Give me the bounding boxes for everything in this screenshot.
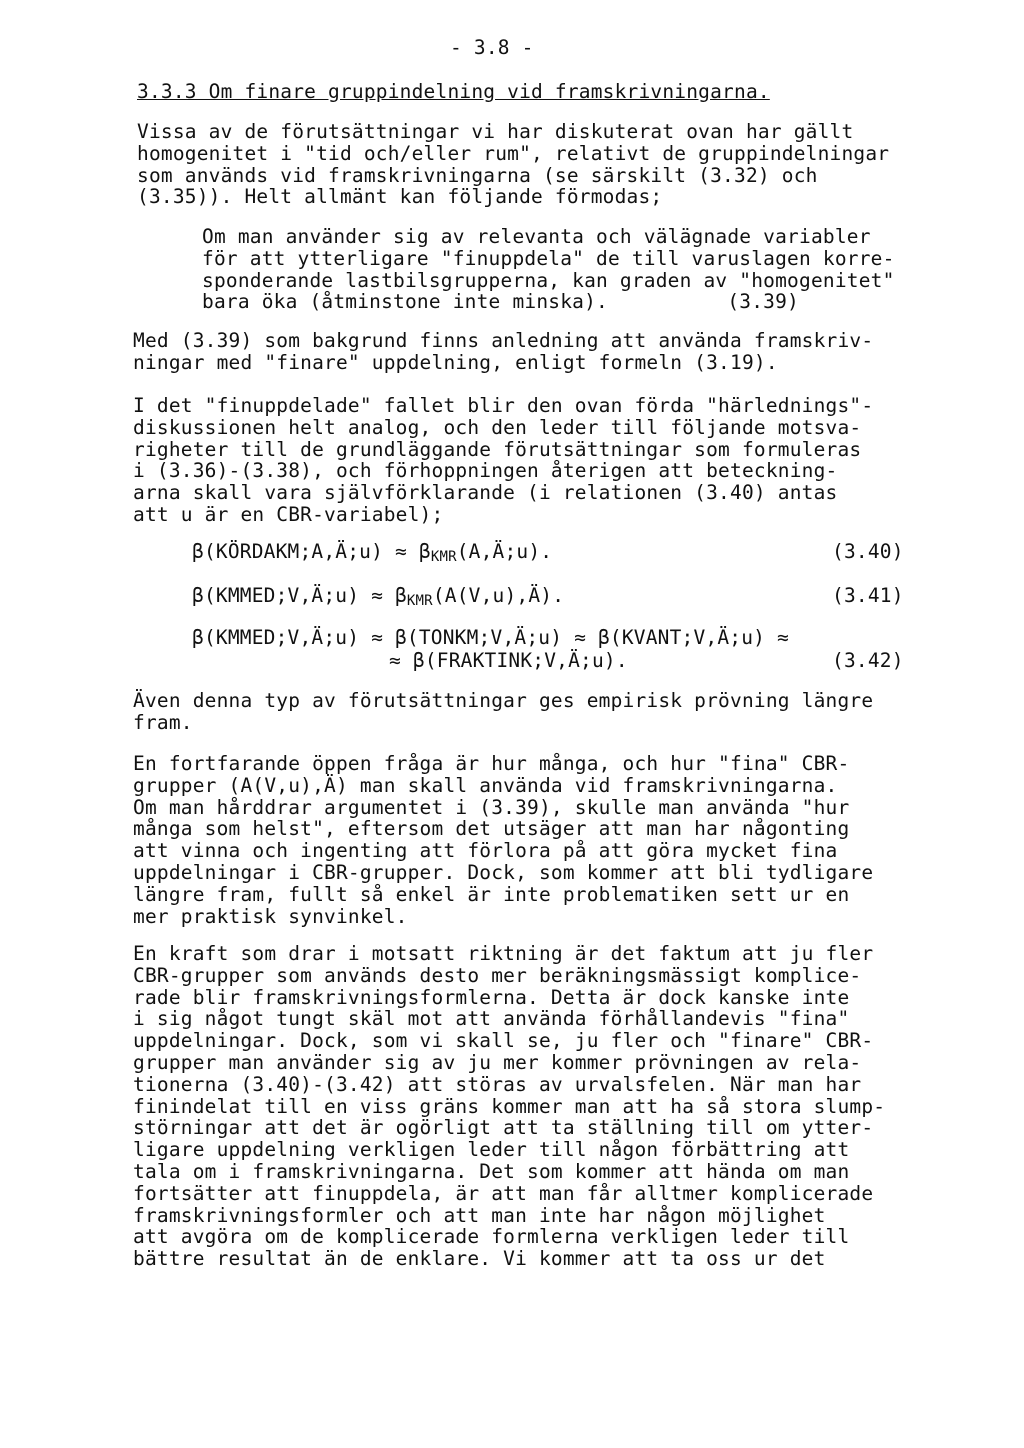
paragraph-background [133,330,873,374]
text-line: Om man hårddrar argumentet i (3.39), skulle man använda "hur [133,795,850,819]
text-line: I det "finuppdelade" fallet blir den ovan förda "härlednings"- [133,394,874,417]
text-line: att u är en CBR-variabel); [133,502,444,526]
paragraph-finuppdelade [133,395,873,526]
equation-number: (3.42) [832,649,904,672]
equation-3-41: β(KMMED;V,Ä;u) ≈ $\beta_{KMR}(A(V,u),Ä)$. [192,584,565,609]
equation-3-42-line2: ≈ β(FRAKTINK;V,Ä;u). [389,649,628,672]
text-line: (3.35)). Helt allmänt kan följande förmodas; [137,185,663,209]
text-line: bättre resultat än de enklare. Vi kommer att ta oss ur det [133,1247,826,1271]
text-line: att avgöra om de komplicerade formlerna verkligen leder till [133,1225,850,1249]
text-line: grupper man använder sig av ju mer kommer prövningen av rela- [133,1050,862,1074]
equation-number: (3.41) [832,584,904,607]
text-line: righeter till de grundläggande förutsättningar som formuleras [133,437,862,461]
paragraph-open-question [133,753,873,927]
text-line: tala om i framskrivningarna. Det som kommer att hända om man [133,1159,850,1183]
text-line: störningar att det är ogörligt att ta ställning till om ytter- [133,1116,874,1140]
text-line: fortsätter att finuppdela, är att man får alltmer komplicerade [133,1181,874,1205]
text-line: framskrivningsformler och att man inte har någon möjlighet [133,1203,826,1227]
text-line: i sig något tungt skäl mot att använda förhållandevis "fina" [133,1007,850,1031]
section-heading: 3.3.3 Om finare gruppindelning vid framskrivningarna. [137,80,770,103]
text-line: ningar med "finare" uppdelning, enligt formeln (3.19). [133,350,778,374]
paragraph-kraft [133,943,885,1270]
text-line: uppdelningar. Dock, som vi skall se, ju fler och "finare" CBR- [133,1029,874,1053]
text-line: längre fram, fullt så enkel är inte problematiken sett ur en [133,882,850,906]
text-line: Om man använder sig av relevanta och välägnade variabler [202,225,871,248]
text-line: som används vid framskrivningarna (se särskilt (3.32) och [137,163,818,187]
paragraph-intro [137,121,889,208]
text-line: för att ytterligare "finuppdela" de till varuslagen korre- [202,246,895,270]
text-line: ligare uppdelning verkligen leder till någon förbättring att [133,1138,850,1162]
text-line: många som helst", eftersom det utsäger att man har någonting [133,817,850,841]
paragraph-statement-339 [202,226,895,313]
text-line: grupper (A(V,u),Ä) man skall använda vid framskrivningarna. [133,773,838,797]
text-line: diskussionen helt analog, och den leder till följande motsva- [133,415,862,439]
text-line: CBR-grupper som används desto mer beräkningsmässigt komplice- [133,963,862,987]
text-line: rade blir framskrivningsformlerna. Detta är dock kanske inte [133,985,850,1009]
equation-3-40: β(KÖRDAKM;A,Ä;u) ≈ $\beta_{KMR}(A,Ä;u)$. [192,540,553,565]
text-line: i (3.36)-(3.38), och förhoppningen återigen att beteckning- [133,459,838,483]
text-line: fram. [133,710,193,734]
text-line: uppdelningar i CBR-grupper. Dock, som kommer att bli tydligare [133,860,874,884]
text-line: mer praktisk synvinkel. [133,904,408,928]
text-line: Vissa av de förutsättningar vi har diskuterat ovan har gällt [137,120,854,143]
text-line: arna skall vara självförklarande (i relationen (3.40) antas [133,481,838,505]
text-line: Med (3.39) som bakgrund finns anledning att använda framskriv- [133,329,874,352]
page-number: - 3.8 - [450,36,534,59]
text-line: homogenitet i "tid och/eller rum", relativt de gruppindelningar [137,141,890,165]
text-line: att vinna och ingenting att förlora på att göra mycket fina [133,839,838,863]
paragraph-empirisk [133,690,873,734]
equation-3-42-line1: β(KMMED;V,Ä;u) ≈ β(TONKM;V,Ä;u) ≈ β(KVANT;V,Ä;u) ≈ [192,626,789,649]
text-line: En fortfarande öppen fråga är hur många, och hur "fina" CBR- [133,752,850,775]
text-line: En kraft som drar i motsatt riktning är det faktum att ju fler [133,942,874,965]
text-line: Även denna typ av förutsättningar ges empirisk prövning längre [133,689,874,712]
text-line: finindelat till en viss gräns kommer man att ha så stora slump- [133,1094,886,1118]
text-line: bara öka (åtminstone inte minska). (3.39) [202,290,799,314]
equation-number: (3.40) [832,540,904,563]
text-line: tionerna (3.40)-(3.42) att störas av urvalsfelen. När man har [133,1072,862,1096]
text-line: sponderande lastbilsgrupperna, kan graden av "homogenitet" [202,268,895,292]
